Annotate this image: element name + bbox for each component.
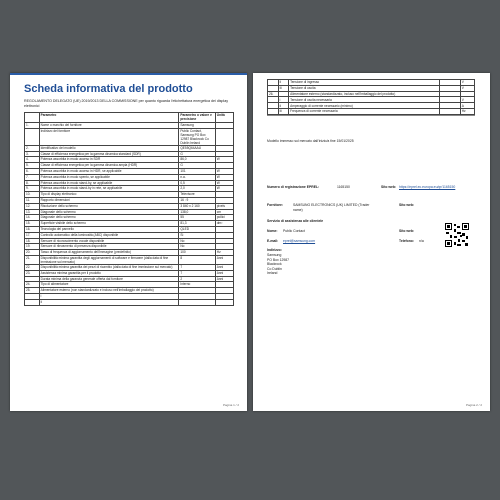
row-unit: cm (215, 209, 233, 215)
row-sub: ii (278, 80, 288, 86)
row-unit: Anni (215, 264, 233, 270)
row-label: i (39, 293, 179, 299)
row-value: G (179, 151, 215, 157)
address-block (267, 253, 289, 276)
row-unit (215, 128, 233, 145)
row-number: 23. (25, 270, 40, 276)
row-unit: Anni (215, 255, 233, 264)
row-number: 2. (25, 145, 40, 151)
row-number: 1. (25, 123, 40, 129)
name-label: Nome: (267, 229, 278, 233)
row-label: Durata minima della garanzia generale offerta dal fornitore (39, 276, 179, 282)
row-value: Samsung (179, 123, 215, 129)
row-unit: Hz (460, 108, 474, 114)
row-label: Controllo automatico della luminosità (ABC) disponibile (39, 232, 179, 238)
row-value: 101 (179, 168, 215, 174)
row-number: 22. (25, 264, 40, 270)
row-value: QE55Q64AAU (179, 145, 215, 151)
row-unit: Anni (215, 270, 233, 276)
row-value: Interno (179, 282, 215, 288)
row-value: Sì (179, 232, 215, 238)
header-value: Parametro o valore e precisione (179, 113, 215, 123)
address-line: PO Box 12987 (267, 257, 290, 262)
table-row (268, 108, 475, 114)
row-number: 4. (25, 157, 40, 163)
page-2 (253, 73, 490, 411)
row-value: 8 (179, 255, 215, 264)
row-number: 25. (25, 288, 40, 294)
row-unit: pollici (215, 215, 233, 221)
address-line: Samsung (267, 253, 282, 257)
row-sub: iii (278, 85, 288, 91)
row-unit: A (460, 103, 474, 109)
row-number: 12. (25, 203, 40, 209)
eprel-value: 1165150 (337, 185, 350, 189)
row-label: Risoluzione dello schermo (39, 203, 179, 209)
row-number: 11. (25, 197, 40, 203)
row-n (268, 108, 279, 114)
row-value: 55 (179, 215, 215, 221)
row-label: Sensore di riconoscimento vocale disponibile (39, 238, 179, 244)
row-label: Classe di efficienza energetica per la gamma dinamica ampia (HDR) (39, 163, 179, 169)
row-label: ii (39, 299, 179, 305)
row-number: 16. (25, 226, 40, 232)
row-value: 3 840 x 2 160 (179, 203, 215, 209)
row-value (179, 299, 215, 305)
row-value: 86,0 (179, 157, 215, 163)
row-value: 16 : 9 (179, 197, 215, 203)
supplier-label: Fornitore: (267, 203, 284, 207)
supplier-web-label: Sito web: (399, 203, 415, 207)
row-number: 14. (25, 215, 40, 221)
page-footer: Pagina 1 / 2 (222, 403, 239, 407)
row-unit: W (215, 186, 233, 192)
row-unit: dm² (215, 221, 233, 227)
page-1 (10, 73, 247, 411)
row-number: 15. (25, 221, 40, 227)
table-header (25, 113, 234, 123)
row-label: Tipo di alimentatore (39, 282, 179, 288)
row-label: Potenza assorbita in modo stand-by in rete, se applicabile (39, 186, 179, 192)
address-label: Indirizzo: (267, 248, 282, 252)
row-value: 7 (179, 264, 215, 270)
row-label: Tasso di frequenza di aggiornamento dell'immagine (predefinito) (39, 250, 179, 256)
row-number: 13. (25, 209, 40, 215)
row-label: Tecnologia del pannello (39, 226, 179, 232)
row-number: 19. (25, 244, 40, 250)
top-rule (10, 73, 247, 75)
row-unit: W (215, 157, 233, 163)
row-unit: Anni (215, 276, 233, 282)
eprel-link[interactable]: https://eprel.ec.europa.eu/qr/1165150 (399, 185, 456, 189)
row-sub: iii (278, 108, 288, 114)
row-label: Tensione di uscita (289, 85, 439, 91)
row-number: 9. (25, 186, 40, 192)
name-value: Public Contact (283, 229, 305, 233)
row-label: Sensore di rilevamento di presenza disponibile (39, 244, 179, 250)
row-unit (215, 299, 233, 305)
row-value: 2,0 (179, 186, 215, 192)
divider (267, 115, 475, 116)
row-sub: i (278, 97, 288, 103)
phone-value: n/a (419, 239, 424, 243)
supplier-value: SAMSUNG ELECTRONICS (UK) LIMITED (Trader name) (293, 203, 370, 212)
row-number (25, 128, 40, 145)
row-label: Disponibilità minima garantita dei pezzi di ricambio (dalla data di fine immissione sul mercato) (39, 264, 179, 270)
table-row (25, 128, 234, 145)
row-value: No (179, 238, 215, 244)
row-value: 2 (179, 276, 215, 282)
eprel-label: Numero di registrazione EPREL: (267, 185, 320, 189)
phone-label: Telefono: (399, 239, 415, 243)
header-param: Parametro (39, 113, 179, 123)
row-value: 7 (179, 270, 215, 276)
row-number: 10. (25, 192, 40, 198)
row-label: Potenza assorbita in modo acceso in HDR, se applicabile (39, 168, 179, 174)
row-number: 3. (25, 151, 40, 157)
eprel-web-label: Sito web: (381, 185, 397, 189)
address-line: Co Dublin (267, 266, 282, 271)
row-label: Classe di efficienza energetica per la gamma dinamica standard (SDR) (39, 151, 179, 157)
row-value (439, 108, 460, 114)
row-unit: Hz (215, 250, 233, 256)
qr-code-icon (445, 223, 469, 247)
row-label: Indirizzo del fornitore (39, 128, 179, 145)
row-label: Rapporto dimensioni (39, 197, 179, 203)
row-value: Televisore (179, 192, 215, 198)
row-number: 6. (25, 168, 40, 174)
row-value: Public Contact, Samsung PO Box 12987 Blackrock Co Dublin Ireland (179, 128, 215, 145)
row-label: Potenza assorbita in modo spento, se applicabile (39, 174, 179, 180)
row-label: Identificativo del modello (39, 145, 179, 151)
row-number: 24. (25, 282, 40, 288)
address-line: Ireland (267, 271, 278, 276)
row-label: Amperaggio di corrente necessario (minimo) (289, 103, 439, 109)
header-unit: Unità (215, 113, 233, 123)
row-number: 8. (25, 180, 40, 186)
row-number: 5. (25, 163, 40, 169)
service-header: Servizio di assistenza alle clientele (267, 219, 324, 223)
row-unit: W (215, 180, 233, 186)
row-label: Tensione di uscita necessaria (289, 97, 439, 103)
row-label: Diagonale dello schermo (39, 209, 179, 215)
row-label: Tensione di ingresso (289, 80, 439, 86)
row-value: G (179, 163, 215, 169)
table-row (25, 299, 234, 305)
row-label: Potenza assorbita in modo stand-by, se applicabile (39, 180, 179, 186)
regulation-subtitle: REGOLAMENTO DELEGATO (UE) 2019/2013 DELLA COMMISSIONE per quanto riguarda l'etichettatura energetica dei display elettronici (24, 99, 229, 108)
row-value: No (179, 244, 215, 250)
spec-table (24, 112, 234, 306)
row-label: Superficie visibile dello schermo (39, 221, 179, 227)
row-label: Disponibilità minima garantita degli aggiornamenti di software e firmware (dalla data di fine immissione sul mercato) (39, 255, 179, 264)
row-label: Nome o marchio del fornitore (39, 123, 179, 129)
row-unit: V (460, 85, 474, 91)
row-value: 81,3 (179, 221, 215, 227)
row-label: Tipo di display elettronico (39, 192, 179, 198)
row-label: Diagonale dello schermo (39, 215, 179, 221)
row-label: Alimentatore esterno (standardizzato, incluso nell'imballaggio del prodotto) (289, 91, 439, 97)
row-number: 21. (25, 255, 40, 264)
row-unit: W (215, 174, 233, 180)
spec-table-continued (267, 79, 475, 115)
row-number: 20. (25, 250, 40, 256)
email-label: E-mail: (267, 239, 279, 243)
row-unit: V (460, 80, 474, 86)
row-number: 7. (25, 174, 40, 180)
service-web-label: Sito web: (399, 229, 415, 233)
row-value: QLED (179, 226, 215, 232)
row-value: 138,0 (179, 209, 215, 215)
row-number: 18. (25, 238, 40, 244)
row-unit: W (215, 168, 233, 174)
row-value: 0,5 (179, 180, 215, 186)
row-label: Assistenza minima garantita per il prodotto (39, 270, 179, 276)
row-value: n.a. (179, 174, 215, 180)
row-number (25, 299, 40, 305)
row-unit: V (460, 97, 474, 103)
row-unit: pixels (215, 203, 233, 209)
placed-on-market-text: Modello immesso sul mercato dall'inizio/a fine 15/01/2025 (267, 139, 354, 143)
row-label: Alimentatore esterno (non standardizzato e incluso nell'imballaggio del prodotto) (39, 288, 179, 294)
page-footer: Pagina 2 / 2 (465, 403, 482, 407)
row-number: 17. (25, 232, 40, 238)
address-line: Blackrock (267, 262, 282, 267)
table-row (25, 255, 234, 264)
page-title: Scheda informativa del prodotto (24, 83, 193, 95)
email-link[interactable]: eprel@samsung.com (283, 239, 316, 243)
row-label: Potenza assorbita in modo acceso in SDR (39, 157, 179, 163)
row-n: 26. (268, 91, 279, 97)
row-sub: ii (278, 103, 288, 109)
row-label: Frequenza di corrente necessaria (289, 108, 439, 114)
row-value: 100 (179, 250, 215, 256)
